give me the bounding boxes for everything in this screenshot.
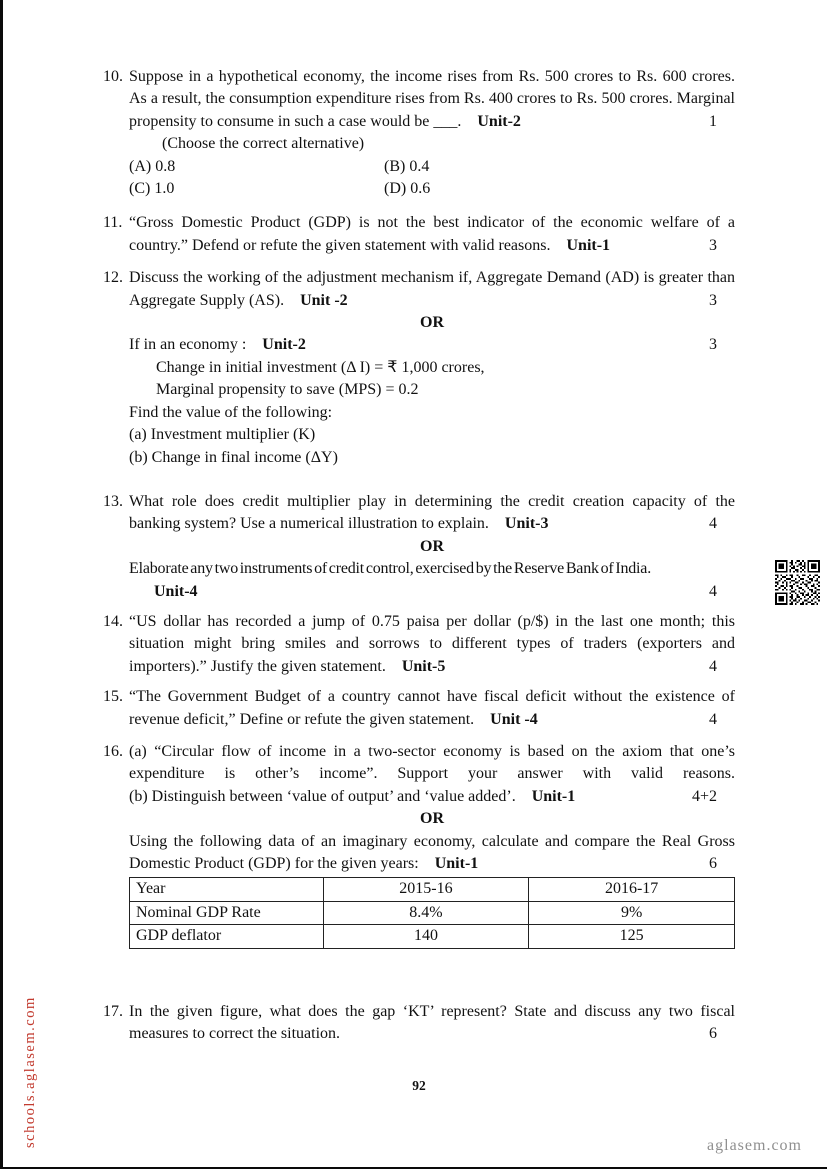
sub-item-b: (b) Change in final income (ΔY) <box>129 448 338 466</box>
option-c: (C) 1.0 <box>129 180 175 198</box>
gdp-data-table <box>129 877 735 948</box>
question-number: 13. <box>103 492 123 510</box>
question-text: Discuss the working of the adjustment mechanism if, Aggregate Demand (AD) is greater than Aggregate Supply (AS). <box>129 269 735 309</box>
table-row <box>130 901 735 924</box>
choose-instruction: (Choose the correct alternative) <box>162 135 365 153</box>
or-separator: OR <box>420 537 444 555</box>
side-watermark: schools.aglasem.com <box>22 996 38 1148</box>
marks-value: 1 <box>709 112 717 130</box>
marks-value: 3 <box>709 291 717 309</box>
table-cell: 2016-17 <box>529 878 735 901</box>
question-17 <box>103 1001 735 1046</box>
unit-tag: Unit-3 <box>504 515 549 533</box>
question-part-b: (b) Distinguish between ‘value of output’ and ‘value added’. <box>129 787 516 805</box>
find-line: Find the value of the following: <box>129 403 333 421</box>
question-number: 12. <box>103 269 123 287</box>
table-cell: 125 <box>529 925 735 948</box>
marks-value: 4 <box>709 657 717 675</box>
marks-value: 3 <box>709 236 717 254</box>
qr-code-image <box>775 560 820 605</box>
options-grid <box>129 156 735 201</box>
unit-tag: Unit-1 <box>434 855 479 872</box>
table-cell: 8.4% <box>323 901 529 924</box>
table-row <box>130 925 735 948</box>
marks-value: 3 <box>709 336 717 354</box>
question-text: “The Government Budget of a country cannot have fiscal deficit without the existence of revenue deficit,” Define or refute the given statement. <box>129 688 735 728</box>
unit-tag: Unit-2 <box>477 112 521 130</box>
question-text: In the given figure, what does the gap ‘KT’ represent? State and discuss any two fiscal measures to correct the situation. <box>129 1002 735 1043</box>
question-text: Elaborate any two instruments of credit control, exercised by the Reserve Bank of India. <box>129 560 651 578</box>
question-13 <box>103 491 735 603</box>
question-part-a: (a) “Circular flow of income in a two-sector economy is based on the axiom that one’s expenditure is other’s income”. Support your answer with valid reasons. <box>129 742 735 783</box>
marks-value: 6 <box>709 1025 717 1043</box>
given-line: Change in initial investment (Δ I) = ₹ 1,000 crores, <box>156 358 485 376</box>
or-separator: OR <box>420 810 444 828</box>
question-text: “Gross Domestic Product (GDP) is not the best indicator of the economic welfare of a country.” Defend or refute the given statement with valid reasons. <box>129 214 735 254</box>
marks-value: 4 <box>709 515 717 533</box>
question-number: 16. <box>103 742 123 760</box>
table-cell: Year <box>130 878 324 901</box>
marks-value: 4 <box>709 582 717 600</box>
sub-item-a: (a) Investment multiplier (K) <box>129 426 316 444</box>
option-b: (B) 0.4 <box>384 157 430 175</box>
footer-brand: aglasem.com <box>707 1136 802 1154</box>
question-14 <box>103 611 735 678</box>
unit-tag: Unit-2 <box>262 336 306 354</box>
question-text: “US dollar has recorded a jump of 0.75 paisa per dollar (p/$) in the last one month; this situation might bring smiles and sorrows to different types of traders (exporters and importers).” Justify the given statement. <box>129 612 735 675</box>
table-cell: GDP deflator <box>130 925 324 948</box>
marks-value: 6 <box>709 855 717 872</box>
table-cell: Nominal GDP Rate <box>130 901 324 924</box>
or-separator: OR <box>420 314 444 332</box>
unit-tag: Unit-1 <box>566 236 611 254</box>
question-list <box>103 66 735 1098</box>
question-15 <box>103 686 735 731</box>
marks-value: 4+2 <box>691 787 717 805</box>
table-cell: 2015-16 <box>323 878 529 901</box>
question-12 <box>103 267 735 469</box>
unit-tag: Unit-5 <box>401 657 446 675</box>
question-text: Suppose in a hypothetical economy, the income rises from Rs. 500 crores to Rs. 600 crores. As a result, the consumption expenditure rises from Rs. 400 crores to Rs. 500 crores. Marginal propensity to consume in such a case would be ___. <box>129 68 735 130</box>
question-11 <box>103 212 735 257</box>
question-text: If in an economy : <box>129 336 247 354</box>
table-cell: 9% <box>529 901 735 924</box>
question-number: 10. <box>103 68 123 85</box>
unit-tag: Unit-1 <box>531 787 576 805</box>
qr-code <box>775 560 820 605</box>
option-a: (A) 0.8 <box>129 157 176 175</box>
table-cell: 140 <box>323 925 529 948</box>
unit-tag: Unit-4 <box>154 582 198 600</box>
option-d: (D) 0.6 <box>384 180 431 198</box>
question-number: 17. <box>103 1002 123 1020</box>
question-number: 11. <box>103 214 123 232</box>
table-row <box>130 878 735 901</box>
question-text: Using the following data of an imaginary economy, calculate and compare the Real Gross Domestic Product (GDP) for the given years: <box>129 832 735 872</box>
question-10 <box>103 66 735 200</box>
page-number: 92 <box>412 1078 426 1094</box>
question-text: What role does credit multiplier play in determining the credit creation capacity of the banking system? Use a numerical illustration to explain. <box>129 492 735 533</box>
given-line: Marginal propensity to save (MPS) = 0.2 <box>156 381 419 399</box>
marks-value: 4 <box>709 710 717 728</box>
question-number: 14. <box>103 612 123 630</box>
unit-tag: Unit -4 <box>490 710 538 728</box>
question-number: 15. <box>103 688 123 706</box>
unit-tag: Unit -2 <box>300 291 348 309</box>
question-16 <box>103 741 735 949</box>
